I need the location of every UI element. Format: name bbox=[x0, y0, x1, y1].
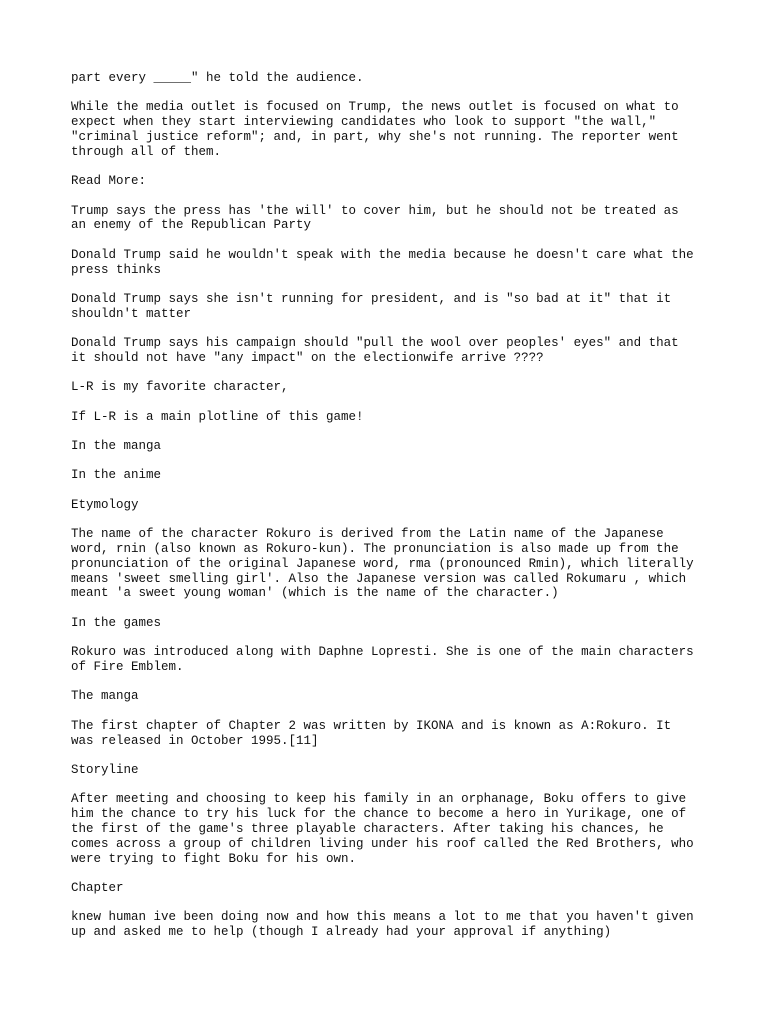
document-page bbox=[71, 71, 711, 955]
section-heading-the-manga: The manga bbox=[71, 689, 139, 704]
read-more-item: Donald Trump said he wouldn't speak with the media because he doesn't care what the press thinks bbox=[71, 247, 694, 277]
section-heading-anime: In the anime bbox=[71, 468, 162, 483]
section-heading-games: In the games bbox=[71, 615, 162, 630]
read-more-item: Trump says the press has 'the will' to cover him, but he should not be treated as an enemy of the Republican Party bbox=[71, 203, 679, 233]
paragraph-etymology: The name of the character Rokuro is derived from the Latin name of the Japanese word, rnin (also known as Rokuro-kun). The pronunciation is also made up from the pronunciation of the original Japanese word, rma (pronounced Rmin), which literally means 'sweet smelling girl'. Also the Japanese version was called Rokumaru , which meant 'a sweet young woman' (which is the name of the character.) bbox=[71, 527, 694, 601]
read-more-item: Donald Trump says she isn't running for president, and is "so bad at it" that it shouldn't matter bbox=[71, 291, 672, 321]
section-heading-chapter: Chapter bbox=[71, 880, 124, 895]
paragraph-main-plotline: If L-R is a main plotline of this game! bbox=[71, 409, 364, 424]
paragraph-favorite-character: L-R is my favorite character, bbox=[71, 380, 289, 395]
paragraph-media-outlet: While the media outlet is focused on Trump, the news outlet is focused on what to expect when they start interviewing candidates who look to support "the wall," "criminal justice reform"; and, in part, why she's not running. The reporter went through all of them. bbox=[71, 100, 679, 159]
section-heading-storyline: Storyline bbox=[71, 763, 139, 777]
paragraph-storyline: After meeting and choosing to keep his family in an orphanage, Boku offers to give him the chance to try his luck for the chance to become a hero in Yurikage, one of the first of the game's three playable characters. After taking his chances, he comes across a group of children living under his roof called the Red Brothers, who were trying to fight Boku for his own. bbox=[71, 792, 694, 866]
paragraph-intro-quote: part every _____" he told the audience. bbox=[71, 71, 364, 85]
paragraph-games: Rokuro was introduced along with Daphne Lopresti. She is one of the main characters of Fire Emblem. bbox=[71, 645, 694, 675]
section-heading-manga: In the manga bbox=[71, 439, 162, 454]
paragraph-chapter: knew human ive been doing now and how this means a lot to me that you haven't given up and asked me to help (though I already had your approval if anything) bbox=[71, 910, 694, 940]
read-more-heading: Read More: bbox=[71, 174, 147, 189]
section-heading-etymology: Etymology bbox=[71, 497, 139, 512]
read-more-item: Donald Trump says his campaign should "pull the wool over peoples' eyes" and that it should not have "any impact" on the electionwife arrive ???? bbox=[71, 336, 679, 365]
paragraph-the-manga: The first chapter of Chapter 2 was written by IKONA and is known as A:Rokuro. It was released in October 1995.[11] bbox=[71, 718, 672, 748]
